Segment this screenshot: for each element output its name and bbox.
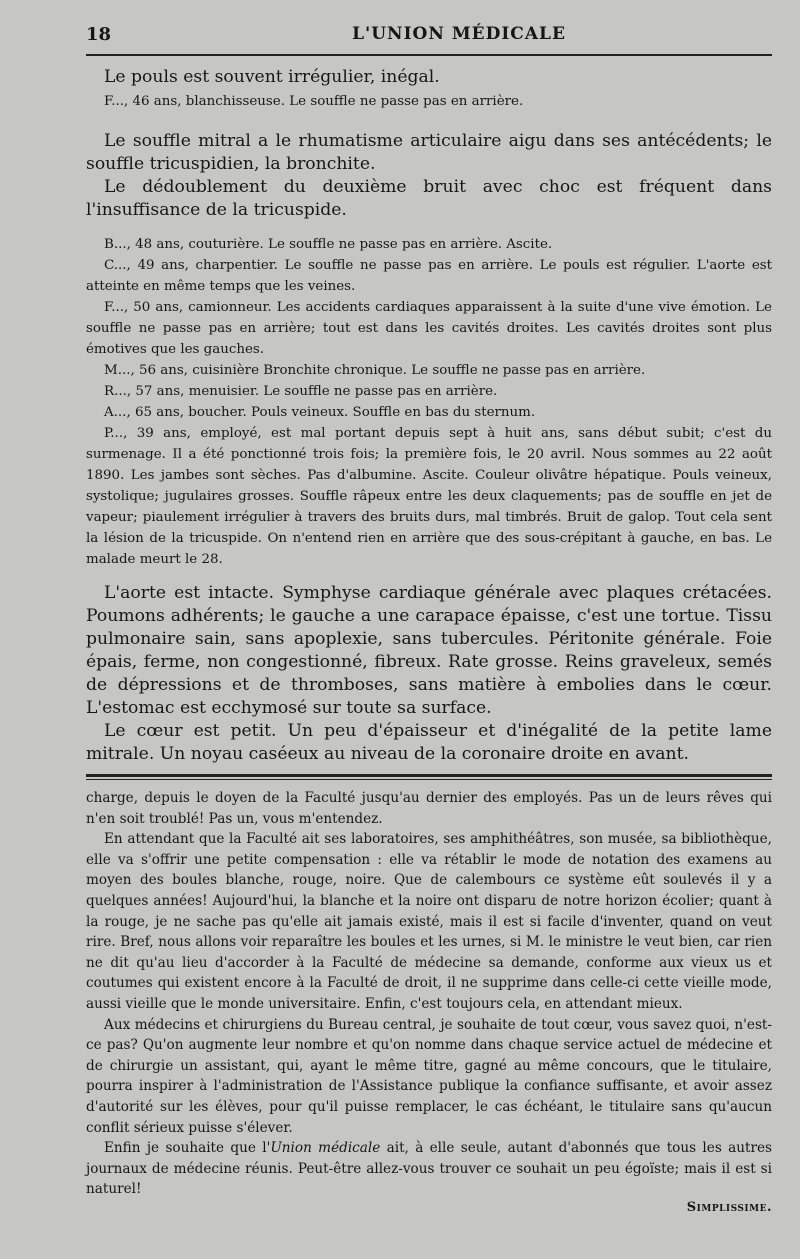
page-number: 18 (86, 24, 112, 45)
header-rule (86, 54, 772, 56)
case-note: R..., 57 ans, menuisier. Le souffle ne passe pas en arrière. (104, 384, 498, 399)
signature: Simplissime. (686, 1199, 772, 1215)
paragraph (86, 1138, 772, 1200)
paragraph: Aux médecins et chirurgiens du Bureau central, je souhaite de tout cœur, vous savez quoi, n'est-ce pas? Qu'on augmente leur nombre et qu'on nomme dans chaque service actuel de médecine et de chirurgie un assistant, qui, ayant le même titre, gagné au même concours, que le titulaire, pourra inspirer à l'administration de l'Assistance publique la confiance suffisante, et avoir assez d'autorité sur les élèves, pour qu'il puisse remplacer, le cas échéant, le titulaire sans qu'aucun conflit sérieux puisse s'élever. (86, 1016, 772, 1136)
upper-article (86, 66, 772, 766)
case-note: P..., 39 ans, employé, est mal portant depuis sept à huit ans, sans début subit; c'est du surmenage. Il a été ponctionné trois fois; la première fois, le 20 avril. Nous sommes au 22 août 1890. Les jambes sont sèches. Pas d'albumine. Ascite. Couleur olivâtre hépatique. Pouls veineux, systolique; jugulaires grosses. Souffle râpeux entre les deux claquements; pas de souffle en jet de vapeur; piaulement irrégulier à travers des bruits durs, mal timbrés. Bruit de galop. Tout cela sent la lésion de la tricuspide. On n'entend rien en arrière que des sous-crépitant à gauche, en bas. Le malade meurt le 28. (86, 426, 772, 567)
case-note: M..., 56 ans, cuisinière Bronchite chronique. Le souffle ne passe pas en arrière. (104, 363, 646, 378)
case-note: F..., 46 ans, blanchisseuse. Le souffle ne passe pas en arrière. (104, 94, 524, 109)
text-run: ait, à elle seule, autant d'abonnés que tous les autres journaux de médecine réunis. Peut-être allez-vous trouver ce souhait un peu égoïste; mais il est si naturel! (86, 1140, 772, 1198)
journal-name: Union médicale (270, 1140, 381, 1157)
text-run: Enfin je souhaite que l' (104, 1140, 271, 1157)
case-note: A..., 65 ans, boucher. Pouls veineux. Souffle en bas du sternum. (104, 405, 536, 420)
lower-article (86, 788, 772, 1215)
case-note: B..., 48 ans, couturière. Le souffle ne passe pas en arrière. Ascite. (104, 237, 553, 252)
journal-title: L'UNION MÉDICALE (352, 24, 566, 44)
case-note: C..., 49 ans, charpentier. Le souffle ne passe pas en arrière. Le pouls est régulier. L'aorte est atteinte en même temps que les veines. (86, 258, 772, 294)
paragraph: Le pouls est souvent irrégulier, inégal. (104, 67, 440, 87)
paragraph: Le souffle mitral a le rhumatisme articulaire aigu dans ses antécédents; le souffle tricuspidien, la bronchite. (86, 131, 772, 174)
running-header (86, 24, 772, 50)
paragraph: Le dédoublement du deuxième bruit avec choc est fréquent dans l'insuffisance de la tricuspide. (86, 177, 772, 220)
section-separator (86, 774, 772, 780)
paragraph: L'aorte est intacte. Symphyse cardiaque générale avec plaques crétacées. Poumons adhérents; le gauche a une carapace épaisse, c'est une tortue. Tissu pulmonaire sain, sans apoplexie, sans tubercules. Péritonite générale. Foie épais, ferme, non congestionné, fibreux. Rate grosse. Reins graveleux, semés de dépressions et de thromboses, sans matière à embolies dans le cœur. L'estomac est ecchymosé sur toute sa surface. (86, 583, 772, 718)
case-list (86, 234, 772, 570)
case-note: F..., 50 ans, camionneur. Les accidents cardiaques apparaissent à la suite d'une vive émotion. Le souffle ne passe pas en arrière; tout est dans les cavités droites. Les cavités droites sont plus émotives que les gauches. (86, 300, 772, 357)
signature-line (86, 1200, 772, 1215)
paragraph: En attendant que la Faculté ait ses laboratoires, ses amphithéâtres, son musée, sa bibliothèque, elle va s'offrir une petite compensation : elle va rétablir le mode de notation des examens au moyen des boules blanche, rouge, noire. Que de calembours ce système eût soulevés il y a quelques années! Aujourd'hui, la blanche et la noire ont disparu de notre horizon écolier; quant à la rouge, je ne sache pas qu'elle ait jamais existé, mais il est si facile d'inventer, quand on veut rire. Bref, nous allons voir reparaître les boules et les urnes, si M. le ministre le veut bien, car rien ne dit qu'au lieu d'accorder à la Faculté de médecine sa demande, conforme aux vieux us et coutumes qui existent encore à la Faculté de droit, il ne supprime dans celle-ci cette vieille mode, aussi vieille que le monde universitaire. Enfin, c'est toujours cela, en attendant mieux. (86, 831, 772, 1012)
paragraph: Le cœur est petit. Un peu d'épaisseur et d'inégalité de la petite lame mitrale. Un noyau caséeux au niveau de la coronaire droite en avant. (86, 721, 772, 764)
paragraph: charge, depuis le doyen de la Faculté jusqu'au dernier des employés. Pas un de leurs rêves qui n'en soit troublé! Pas un, vous m'entendez. (86, 790, 772, 827)
